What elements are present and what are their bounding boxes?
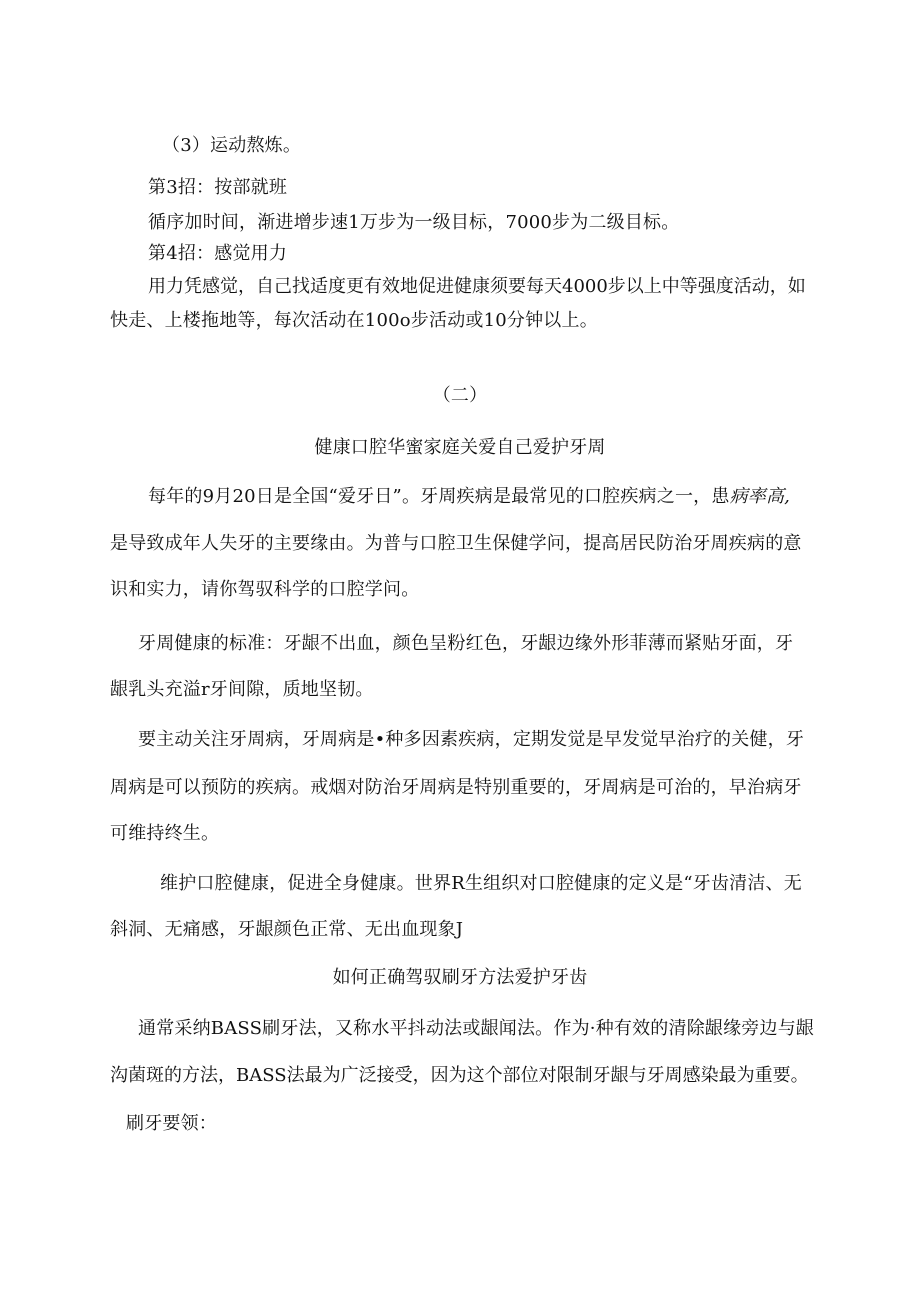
paragraph-1-line-1-text: 每年的9月20日是全国“爱牙日”。牙周疾病是最常见的口腔疾病之一，患 (148, 486, 730, 507)
tip-3-title: 第3招：按部就班 (148, 177, 288, 198)
paragraph-4-line-1: 维护口腔健康，促进全身健康。世界R生组织对口腔健康的定义是“牙齿清洁、无 (160, 873, 802, 894)
paragraph-5-line-2: 沟菌斑的方法，BASS法最为广泛接受，因为这个部位对限制牙龈与牙周感染最为重要。 (110, 1065, 809, 1086)
tip-4-body-line-1: 用力凭感觉，自己找适度更有效地促进健康须要每天4000步以上中等强度活动，如 (148, 276, 806, 297)
section-title: 健康口腔华蜜家庭关爱自己爱护牙周 (314, 437, 606, 458)
tip-4-title: 第4招：感觉用力 (148, 243, 288, 264)
paragraph-5-line-1: 通常采纳BASS刷牙法，又称水平抖动法或龈闻法。作为·种有效的清除龈缘旁边与龈 (138, 1018, 815, 1039)
tip-3-body: 循序加时间，渐进增步速1万步为一级目标，7000步为二级目标。 (148, 212, 680, 233)
paragraph-4-line-2: 斜洞、无痛感，牙龈颜色正常、无出血现象J (110, 919, 464, 940)
section-number: （二） (432, 385, 488, 406)
paragraph-2-line-1: 牙周健康的标准：牙龈不出血，颜色呈粉红色，牙龈边缘外形菲薄而紧贴牙面，牙 (138, 633, 794, 654)
paragraph-1-line-3: 识和实力，请你驾驭科学的口腔学问。 (110, 579, 420, 600)
exercise-item-3: （3）运动熬炼。 (162, 135, 302, 156)
tip-4-body-line-2: 快走、上楼拖地等，每次活动在100o步活动或10分钟以上。 (110, 310, 598, 331)
paragraph-3-line-1: 要主动关注牙周病，牙周病是•种多因素疾病，定期发觉是早发觉早治疗的关健，牙 (138, 729, 805, 750)
paragraph-3-line-2: 周病是可以预防的疾病。戒烟对防治牙周病是特别重要的，牙周病是可治的，早治病牙 (110, 777, 802, 798)
paragraph-1-line-2: 是导致成年人失牙的主要缘由。为普与口腔卫生保健学问，提高居民防治牙周疾病的意 (110, 533, 802, 554)
paragraph-2-line-2: 龈乳头充溢r牙间隙，质地坚韧。 (110, 679, 374, 700)
brushing-essentials-label: 刷牙要领： (126, 1113, 217, 1134)
brushing-subtitle: 如何正确驾驭刷牙方法爱护牙齿 (332, 967, 588, 988)
paragraph-3-line-3: 可维持终生。 (110, 823, 220, 844)
paragraph-1-line-1-italic: 病率高, (729, 486, 791, 507)
paragraph-1-line-1 (148, 485, 790, 509)
